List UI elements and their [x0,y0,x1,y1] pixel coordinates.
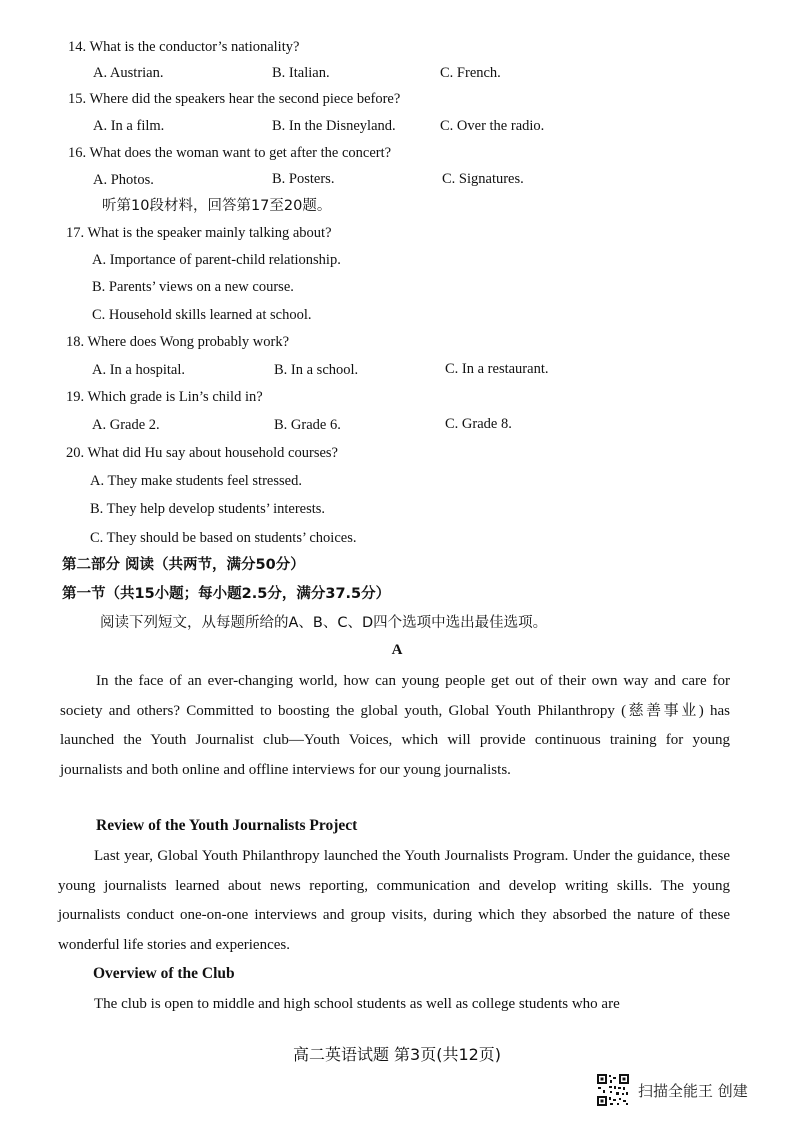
passage-paragraph-2: The club is open to middle and high school students as well as college students who are [94,996,620,1012]
option-16a: A. Photos. [93,172,154,188]
option-15a: A. In a film. [93,118,165,134]
question-14: 14. What is the conductor’s nationality? [68,39,300,55]
passage-label: A [391,642,403,658]
option-14b: B. Italian. [272,65,330,81]
option-20c: C. They should be based on students’ choices. [90,530,357,546]
option-14c: C. French. [440,65,501,81]
question-19: 19. Which grade is Lin’s child in? [66,389,263,405]
question-16: 16. What does the woman want to get after the concert? [68,145,392,161]
option-16b: B. Posters. [272,171,335,187]
option-20a: A. They make students feel stressed. [90,473,302,489]
scanner-badge [596,1073,748,1107]
page-footer: 高二英语试题 第3页(共12页) [292,1045,502,1064]
section-heading-overview: Overview of the Club [93,965,235,982]
reading-instruction: 阅读下列短文，从每题所给的A、B、C、D四个选项中选出最佳选项。 [100,615,548,631]
section-heading-review: Review of the Youth Journalists Project [96,817,358,834]
option-19a: A. Grade 2. [92,417,160,433]
section1-title: 第一节（共15小题；每小题2.5分，满分37.5分） [62,586,391,602]
option-19b: B. Grade 6. [274,417,341,433]
option-16c: C. Signatures. [442,171,524,187]
scanner-badge-text: 扫描全能王 创建 [638,1081,748,1100]
option-18c: C. In a restaurant. [445,361,549,377]
option-15c: C. Over the radio. [440,118,545,134]
option-19c: C. Grade 8. [445,416,512,432]
question-18: 18. Where does Wong probably work? [66,334,290,350]
option-14a: A. Austrian. [93,65,164,81]
listening-instruction: 听第10段材料，回答第17至20题。 [102,198,332,214]
option-17b: B. Parents’ views on a new course. [92,279,294,295]
question-17: 17. What is the speaker mainly talking about? [66,225,332,241]
option-15b: B. In the Disneyland. [272,118,396,134]
question-15: 15. Where did the speakers hear the second piece before? [68,91,401,107]
passage-paragraph-1: Last year, Global Youth Philanthropy launched the Youth Journalists Program. Under the guidance, these young journalists learned about news reporting, communication and develop writing skills. The young journalists conduct one-on-one interviews and group visits, during which they absorbed the nature of these wonderful life stories and experiences. [58,848,730,953]
option-18a: A. In a hospital. [92,362,186,378]
question-20: 20. What did Hu say about household courses? [66,445,338,461]
option-17c: C. Household skills learned at school. [92,307,312,323]
option-18b: B. In a school. [274,362,359,378]
qr-code-icon [596,1073,630,1107]
passage-intro: In the face of an ever-changing world, how can young people get out of their own way and care for society and others? Committed to boosting the global youth, Global Youth Philanthropy (慈善事业) has launched the Youth Journalist club—Youth Voices, which will provide continuous training for young journalists and both online and offline interviews for our young journalists. [60,673,730,778]
part2-title: 第二部分 阅读（共两节，满分50分） [62,557,305,573]
option-17a: A. Importance of parent-child relationship. [92,252,341,268]
option-20b: B. They help develop students’ interests. [90,501,326,517]
